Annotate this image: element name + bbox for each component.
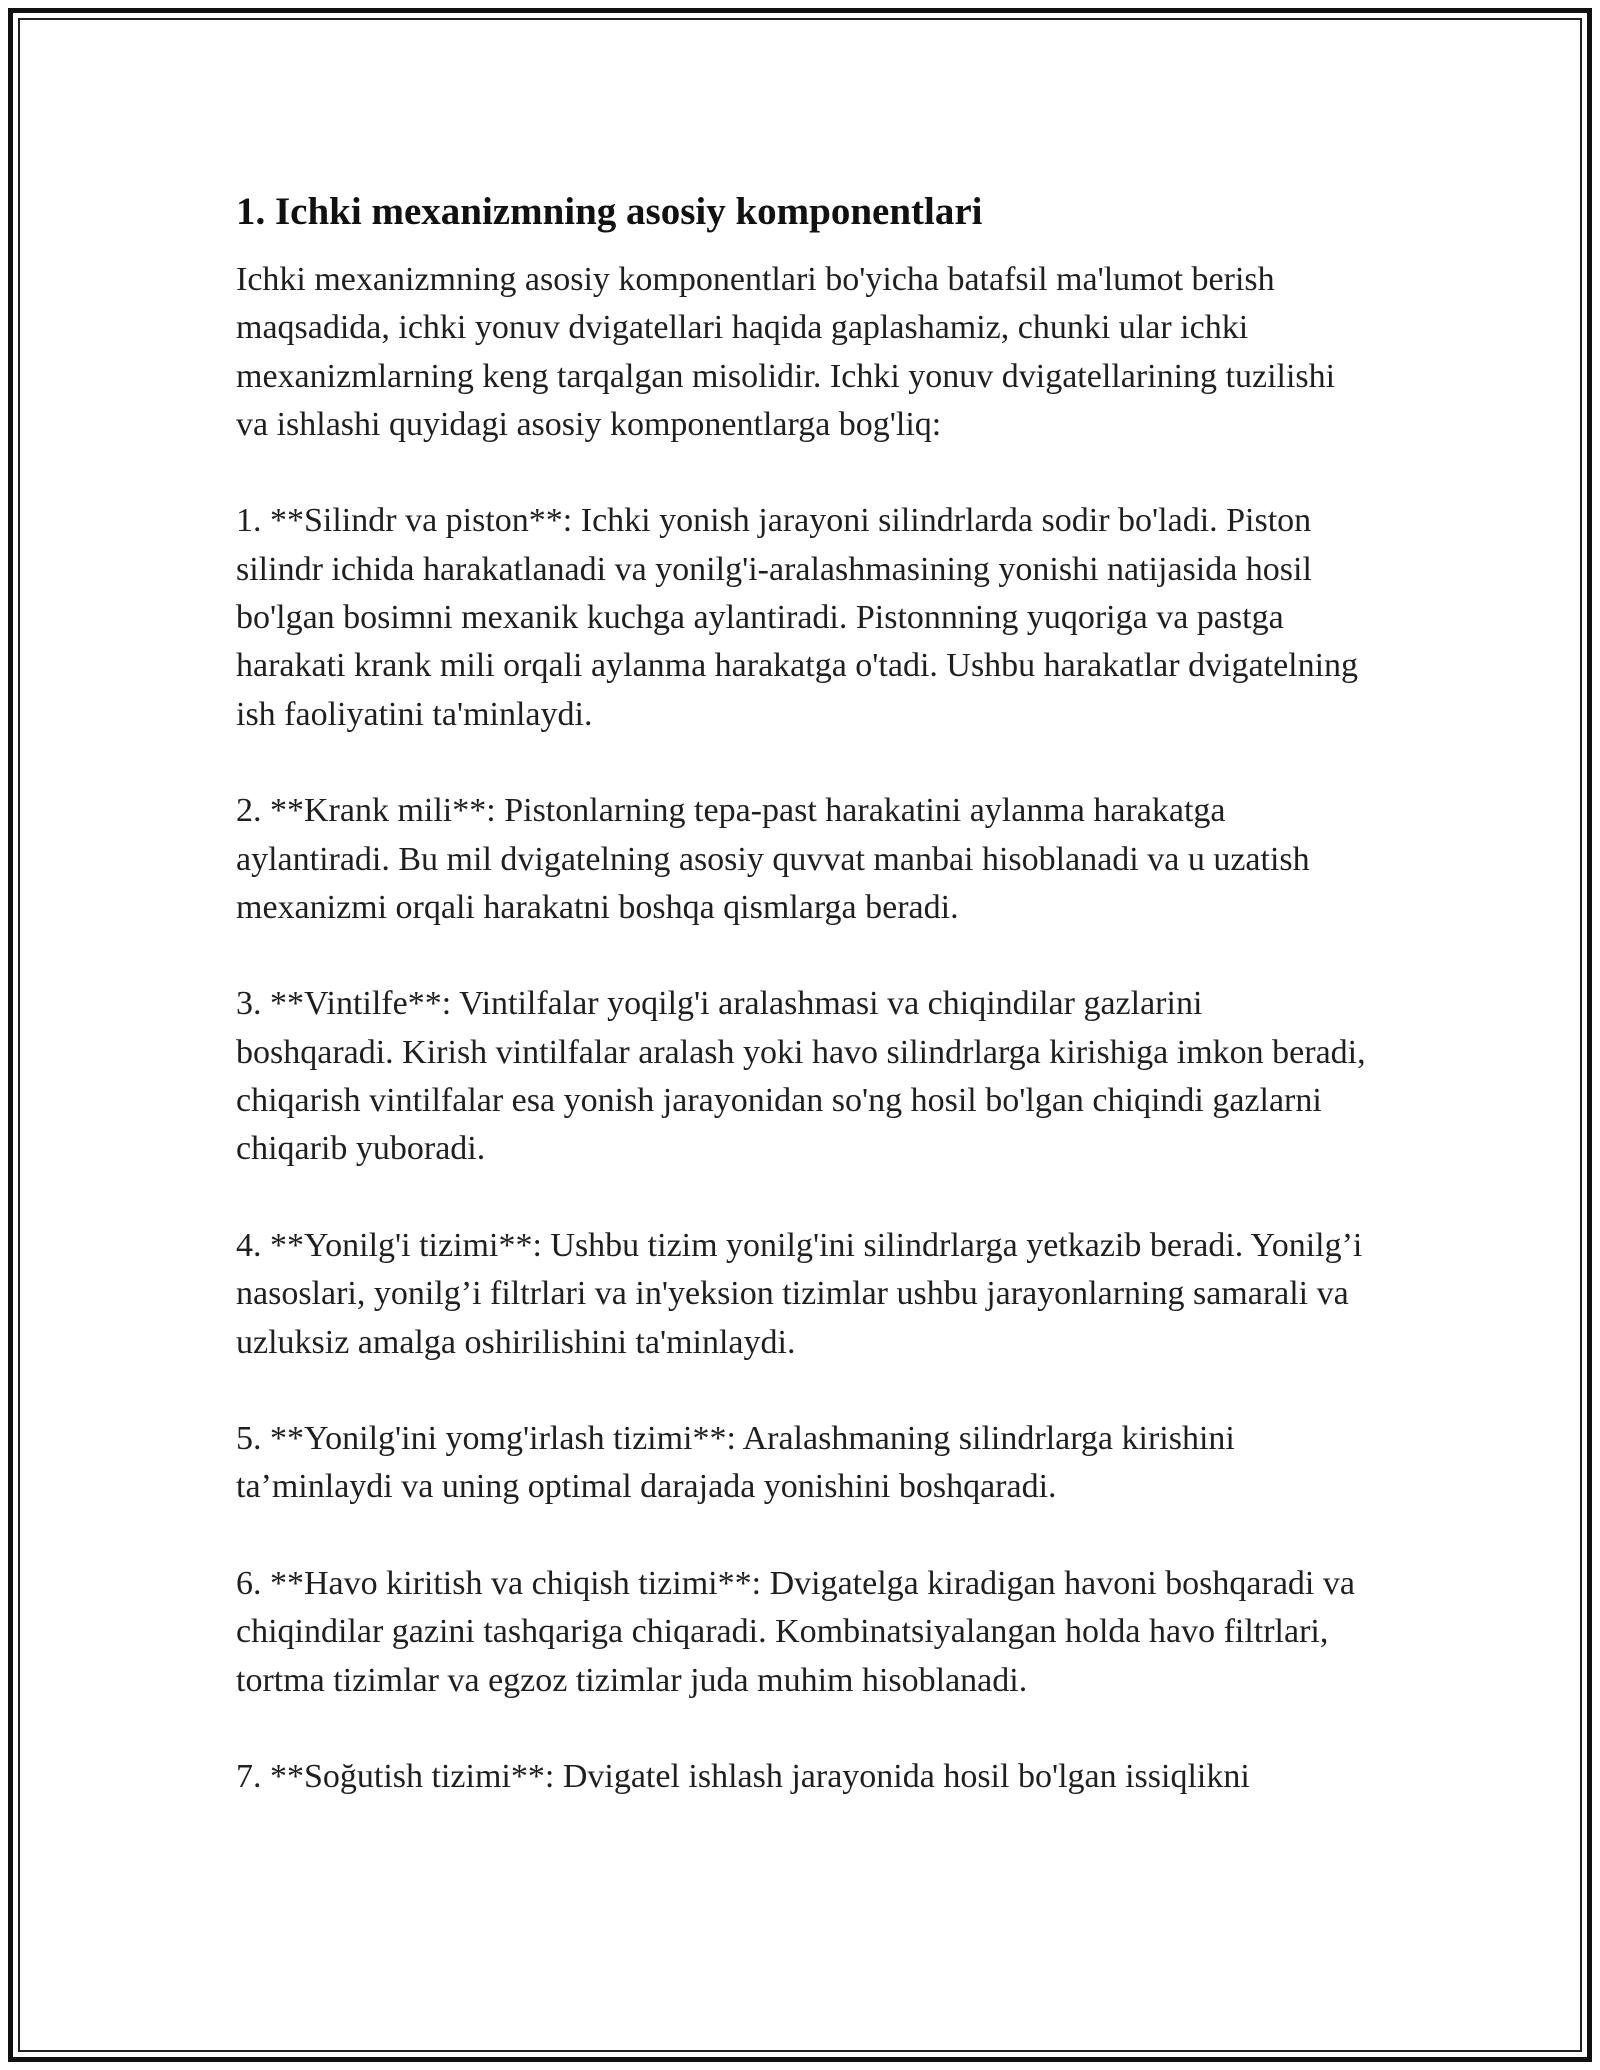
item-title: Krank mili (304, 792, 453, 830)
item-description: Aralashmaning silindrlarga kirishini ta’minlaydi va uning optimal darajada yonishini boshqaradi. (236, 1420, 1244, 1506)
intro-paragraph: Ichki mexanizmning asosiy komponentlari bo'yicha batafsil ma'lumot berish maqsadida, ichki yonuv dvigatellari haqida gaplashamiz, chunki ular ichki mexanizmlarning keng tarqalgan misolidir. Ichki yonuv dvigatellarining tuzilishi va ishlashi quyidagi asosiy komponentlarga bog'liq: (236, 261, 1336, 443)
item-markup-close: **: (510, 1758, 563, 1796)
item-markup-close: **: (407, 985, 460, 1023)
item-number: 2. (236, 792, 270, 830)
item-number: 3. (236, 985, 270, 1023)
list-item (236, 1415, 1366, 1512)
item-description: Vintilfalar yoqilg'i aralashmasi va chiqindilar gazlarini boshqaradi. Kirish vintilfalar aralash yoki havo silindrlarga kirishiga imkon beradi, chiqarish vintilfalar esa yonish jarayonidan so'ng hosil bo'lgan chiqindi gazlarni chiqarib yuboradi. (236, 985, 1375, 1168)
item-description: Pistonlarning tepa-past harakatini aylanma harakatga aylantiradi. Bu mil dvigatelning asosiy quvvat manbai hisoblanadi va u uzatish mexanizmi orqali harakatni boshqa qismlarga beradi. (236, 792, 1319, 926)
item-description: Dvigatel ishlash jarayonida hosil bo'lgan issiqlikni (562, 1758, 1250, 1796)
item-title: Yonilg'ini yomg'irlash tizimi (304, 1420, 693, 1458)
item-number: 1. (236, 502, 270, 540)
list-item (236, 1222, 1371, 1367)
item-markup-close: **: (528, 502, 581, 540)
item-markup-open: ** (270, 985, 304, 1023)
item-title: Havo kiritish va chiqish tizimi (304, 1565, 718, 1603)
item-number: 7. (236, 1758, 270, 1796)
item-description: Ichki yonish jarayoni silindrlarda sodir bo'ladi. Piston silindr ichida harakatlanadi va yonilg'i-aralashmasining yonishi natijasida hosil bo'lgan bosimni mexanik kuchga aylantiradi. Pistonnning yuqoriga va pastga harakati krank mili orqali aylanma harakatga o'tadi. Ushbu harakatlar dvigatelning ish faoliyatini ta'minlaydi. (236, 502, 1367, 733)
item-markup-close: **: (717, 1565, 770, 1603)
item-title: Yonilg'i tizimi (304, 1226, 499, 1264)
item-markup-open: ** (270, 792, 304, 830)
item-markup-close: **: (452, 792, 505, 830)
item-markup-open: ** (270, 502, 304, 540)
list-item (236, 1560, 1366, 1705)
item-markup-open: ** (270, 1758, 304, 1796)
item-number: 4. (236, 1226, 270, 1264)
item-title: Silindr va piston (304, 502, 529, 540)
item-markup-close: **: (692, 1420, 743, 1458)
item-title: Soğutish tizimi (304, 1758, 511, 1796)
list-item (236, 787, 1366, 932)
section-heading: 1. Ichki mexanizmning asosiy komponentlari (236, 190, 983, 233)
item-number: 5. (236, 1420, 270, 1458)
item-title: Vintilfe (304, 985, 408, 1023)
item-number: 6. (236, 1565, 270, 1603)
item-description: Ushbu tizim yonilg'ini silindrlarga yetkazib beradi. Yonilg’i nasoslari, yonilg’i filtrlari va in'yeksion tizimlar ushbu jarayonlarning samarali va uzluksiz amalga oshirilishini ta'minlaydi. (236, 1226, 1371, 1361)
item-markup-close: **: (498, 1226, 551, 1264)
list-item (236, 497, 1366, 738)
list-item (236, 980, 1375, 1173)
item-markup-open: ** (270, 1420, 304, 1458)
item-description: Dvigatelga kiradigan havoni boshqaradi va chiqindilar gazini tashqariga chiqaradi. Kombinatsiyalangan holda havo filtrlari, tortma tizimlar va egzoz tizimlar juda muhim hisoblanadi. (236, 1565, 1364, 1699)
item-markup-open: ** (270, 1226, 304, 1264)
item-markup-open: ** (270, 1565, 304, 1603)
list-item (236, 1753, 1366, 1801)
document-body (236, 188, 1375, 1802)
